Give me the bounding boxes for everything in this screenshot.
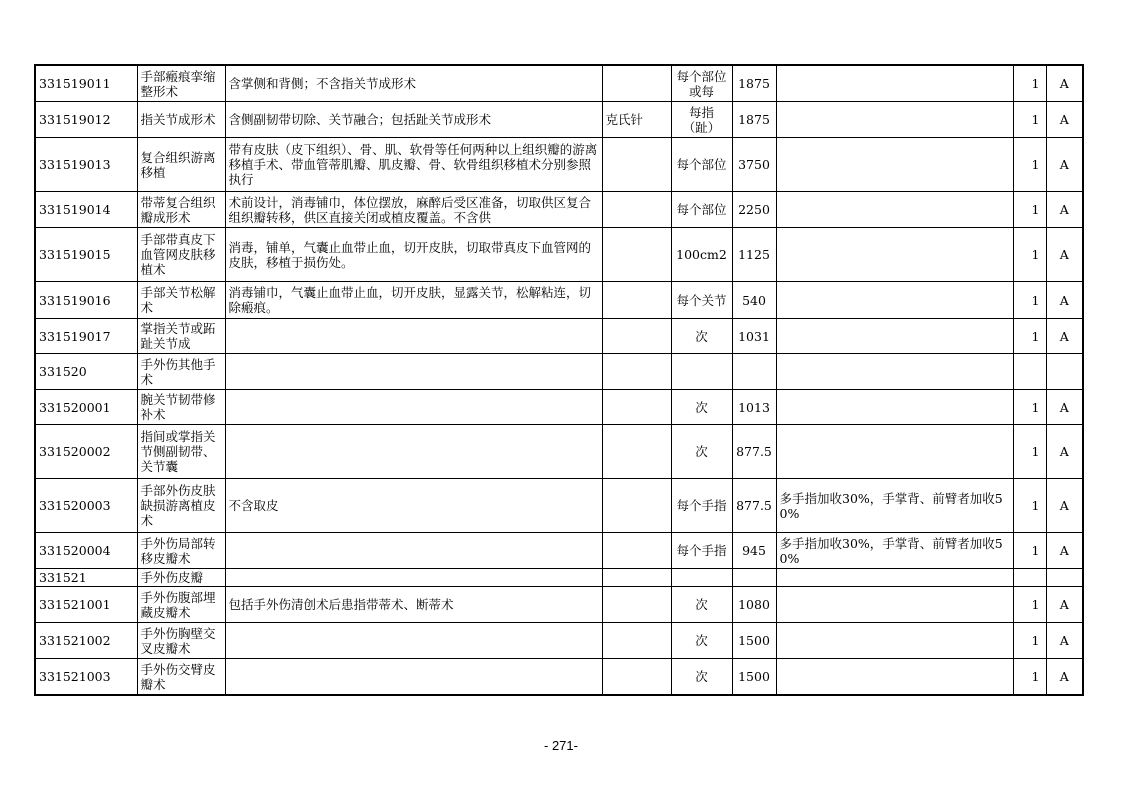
content-cell xyxy=(225,138,602,192)
unit-cell xyxy=(671,65,732,102)
category-cell xyxy=(1046,533,1083,569)
price-cell xyxy=(732,319,776,354)
level-cell-text: 1 xyxy=(1031,633,1040,648)
name-cell-text: 手部外伤皮肤缺损游离植皮术 xyxy=(140,483,216,528)
code-cell xyxy=(35,138,137,192)
category-cell-text: A xyxy=(1059,669,1069,684)
code-cell xyxy=(35,659,137,696)
price-cell-text: 945 xyxy=(742,543,766,558)
level-cell-text: 1 xyxy=(1031,202,1040,217)
code-cell xyxy=(35,479,137,533)
level-cell-text: 1 xyxy=(1031,669,1040,684)
name-cell-text: 指间或掌指关节侧副韧带、关节囊 xyxy=(140,429,216,474)
unit-cell xyxy=(671,659,732,696)
unit-cell-text: 每个手指 xyxy=(676,543,727,558)
name-cell-text: 复合组织游离移植 xyxy=(140,149,216,180)
exclude-cell xyxy=(602,425,671,479)
category-cell-text: A xyxy=(1059,292,1069,308)
price-cell-text: 1500 xyxy=(738,669,770,684)
note-cell xyxy=(776,390,1013,425)
exclude-cell xyxy=(602,282,671,319)
unit-cell xyxy=(671,228,732,282)
unit-cell xyxy=(671,425,732,479)
table-row xyxy=(35,623,1083,659)
category-cell-text: A xyxy=(1059,633,1069,648)
level-cell xyxy=(1013,65,1046,102)
table-row xyxy=(35,102,1083,138)
level-cell-text: 1 xyxy=(1031,498,1040,513)
exclude-cell xyxy=(602,623,671,659)
price-cell-text: 877.5 xyxy=(736,498,772,513)
content-cell-text: 不含取皮 xyxy=(228,498,279,513)
name-cell-text: 带蒂复合组织瓣成形术 xyxy=(140,194,216,225)
category-cell xyxy=(1046,138,1083,192)
category-cell-text: A xyxy=(1059,112,1069,127)
code-cell xyxy=(35,569,137,587)
name-cell-text: 手外伤交臂皮瓣术 xyxy=(140,661,216,692)
price-cell xyxy=(732,354,776,390)
content-cell xyxy=(225,102,602,138)
unit-cell xyxy=(671,102,732,138)
unit-cell xyxy=(671,479,732,533)
name-cell xyxy=(137,569,225,587)
price-cell xyxy=(732,425,776,479)
name-cell-text: 手外伤腹部埋藏皮瓣术 xyxy=(140,589,216,620)
level-cell-text: 1 xyxy=(1031,328,1040,344)
note-cell xyxy=(776,479,1013,533)
price-cell xyxy=(732,192,776,228)
table-row xyxy=(35,354,1083,390)
category-cell xyxy=(1046,354,1083,390)
category-cell-text: A xyxy=(1059,543,1069,558)
unit-cell xyxy=(671,569,732,587)
unit-cell xyxy=(671,319,732,354)
note-cell xyxy=(776,569,1013,587)
table-row xyxy=(35,192,1083,228)
code-cell-text: 331521003 xyxy=(39,669,111,684)
code-cell-text: 331519014 xyxy=(39,202,111,217)
name-cell xyxy=(137,354,225,390)
content-cell xyxy=(225,623,602,659)
exclude-cell xyxy=(602,569,671,587)
unit-cell-text: 100cm2 xyxy=(676,247,727,262)
name-cell xyxy=(137,65,225,102)
name-cell-text: 指关节成形术 xyxy=(140,112,216,127)
code-cell xyxy=(35,65,137,102)
content-cell xyxy=(225,354,602,390)
code-cell-text: 331520002 xyxy=(39,444,111,459)
category-cell xyxy=(1046,192,1083,228)
level-cell xyxy=(1013,282,1046,319)
name-cell xyxy=(137,192,225,228)
price-cell xyxy=(732,533,776,569)
name-cell-text: 手外伤局部转移皮瓣术 xyxy=(140,535,216,566)
level-cell xyxy=(1013,659,1046,696)
price-cell xyxy=(732,390,776,425)
unit-cell-text: 次 xyxy=(695,399,708,415)
name-cell xyxy=(137,587,225,623)
code-cell xyxy=(35,354,137,390)
category-cell xyxy=(1046,282,1083,319)
level-cell xyxy=(1013,354,1046,390)
level-cell-text: 1 xyxy=(1031,597,1040,612)
category-cell-text: A xyxy=(1059,202,1069,217)
unit-cell xyxy=(671,587,732,623)
unit-cell xyxy=(671,533,732,569)
category-cell xyxy=(1046,659,1083,696)
note-cell-text: 多手指加收30%，手掌背、前臂者加收50% xyxy=(779,490,1003,521)
name-cell-text: 手外伤其他手术 xyxy=(140,356,216,387)
table-row xyxy=(35,659,1083,696)
price-cell xyxy=(732,282,776,319)
level-cell-text: 1 xyxy=(1031,157,1040,172)
price-cell-text: 1125 xyxy=(738,247,770,262)
unit-cell-text: 每个部位 xyxy=(676,157,727,172)
level-cell xyxy=(1013,192,1046,228)
note-cell xyxy=(776,228,1013,282)
name-cell xyxy=(137,425,225,479)
table-row xyxy=(35,65,1083,102)
price-cell-text: 540 xyxy=(742,292,766,308)
code-cell-text: 331519013 xyxy=(39,157,111,172)
category-cell-text: A xyxy=(1059,498,1069,513)
content-cell-text: 含掌侧和背侧；不含指关节成形术 xyxy=(228,76,417,91)
price-cell-text: 1013 xyxy=(738,399,770,415)
name-cell-text: 腕关节韧带修补术 xyxy=(140,392,216,422)
price-cell-text: 1031 xyxy=(738,328,770,344)
level-cell xyxy=(1013,587,1046,623)
level-cell xyxy=(1013,425,1046,479)
code-cell-text: 331521 xyxy=(39,570,87,585)
code-cell xyxy=(35,425,137,479)
unit-cell-text: 每个部位 xyxy=(676,202,727,217)
price-cell xyxy=(732,228,776,282)
code-cell xyxy=(35,102,137,138)
code-cell xyxy=(35,228,137,282)
level-cell-text: 1 xyxy=(1031,399,1040,415)
level-cell-text: 1 xyxy=(1031,444,1040,459)
price-cell-text: 1875 xyxy=(738,76,770,91)
code-cell-text: 331519011 xyxy=(39,76,111,91)
code-cell xyxy=(35,192,137,228)
unit-cell-text: 次 xyxy=(695,669,708,684)
name-cell-text: 掌指关节或跖趾关节成 xyxy=(140,321,216,351)
content-cell-text: 消毒，铺单，气囊止血带止血，切开皮肤，切取带真皮下血管网的皮肤，移植于损伤处。 xyxy=(228,239,592,270)
code-cell-text: 331519015 xyxy=(39,247,111,262)
content-cell-text: 消毒铺巾，气囊止血带止血，切开皮肤，显露关节，松解粘连，切除瘢痕。 xyxy=(228,285,592,315)
content-cell xyxy=(225,282,602,319)
note-cell xyxy=(776,587,1013,623)
table-row xyxy=(35,282,1083,319)
exclude-cell xyxy=(602,587,671,623)
exclude-cell xyxy=(602,138,671,192)
name-cell-text: 手外伤皮瓣 xyxy=(140,570,204,585)
code-cell-text: 331520001 xyxy=(39,399,111,415)
code-cell xyxy=(35,533,137,569)
code-cell-text: 331520004 xyxy=(39,543,111,558)
exclude-cell xyxy=(602,390,671,425)
category-cell-text: A xyxy=(1059,247,1069,262)
code-cell-text: 331519012 xyxy=(39,112,111,127)
name-cell-text: 手外伤胸壁交叉皮瓣术 xyxy=(140,625,216,656)
page-number: - 271- xyxy=(544,738,578,753)
content-cell-text: 含侧副韧带切除、关节融合；包括趾关节成形术 xyxy=(228,112,492,127)
name-cell-text: 手部瘢痕挛缩整形术 xyxy=(140,68,216,99)
name-cell xyxy=(137,390,225,425)
code-cell-text: 331519016 xyxy=(39,292,111,308)
category-cell xyxy=(1046,228,1083,282)
name-cell xyxy=(137,623,225,659)
category-cell-text: A xyxy=(1059,399,1069,415)
category-cell xyxy=(1046,65,1083,102)
code-cell xyxy=(35,282,137,319)
name-cell xyxy=(137,282,225,319)
code-cell xyxy=(35,390,137,425)
unit-cell-text: 次 xyxy=(695,633,708,648)
category-cell xyxy=(1046,102,1083,138)
table-row xyxy=(35,390,1083,425)
table-row xyxy=(35,425,1083,479)
note-cell xyxy=(776,659,1013,696)
table-row xyxy=(35,319,1083,354)
price-cell-text: 3750 xyxy=(738,157,770,172)
name-cell xyxy=(137,659,225,696)
table-row xyxy=(35,228,1083,282)
category-cell xyxy=(1046,425,1083,479)
content-cell-text: 术前设计，消毒铺巾，体位摆放，麻醉后受区准备，切取供区复合组织瓣转移，供区直接关闭或植皮覆盖。不含供 xyxy=(228,194,592,225)
price-cell-text: 1875 xyxy=(738,112,770,127)
price-cell xyxy=(732,623,776,659)
exclude-cell xyxy=(602,319,671,354)
price-cell-text: 2250 xyxy=(738,202,770,217)
category-cell xyxy=(1046,623,1083,659)
unit-cell-text: 次 xyxy=(695,444,708,459)
content-cell xyxy=(225,390,602,425)
table-row xyxy=(35,587,1083,623)
category-cell-text: A xyxy=(1059,597,1069,612)
unit-cell xyxy=(671,282,732,319)
code-cell xyxy=(35,587,137,623)
exclude-cell xyxy=(602,479,671,533)
table-row xyxy=(35,569,1083,587)
level-cell xyxy=(1013,623,1046,659)
code-cell-text: 331520 xyxy=(39,364,87,379)
note-cell xyxy=(776,425,1013,479)
category-cell-text: A xyxy=(1059,328,1069,344)
exclude-cell-text: 克氏针 xyxy=(605,112,644,127)
category-cell-text: A xyxy=(1059,444,1069,459)
category-cell xyxy=(1046,479,1083,533)
code-cell-text: 331521001 xyxy=(39,597,111,612)
category-cell xyxy=(1046,390,1083,425)
exclude-cell xyxy=(602,228,671,282)
category-cell xyxy=(1046,569,1083,587)
category-cell xyxy=(1046,587,1083,623)
unit-cell-text: 次 xyxy=(695,597,708,612)
content-cell-text: 包括手外伤清创术后患指带蒂术、断蒂术 xyxy=(228,597,454,612)
level-cell-text: 1 xyxy=(1031,112,1040,127)
price-cell xyxy=(732,138,776,192)
exclude-cell xyxy=(602,102,671,138)
unit-cell xyxy=(671,623,732,659)
exclude-cell xyxy=(602,533,671,569)
content-cell xyxy=(225,425,602,479)
unit-cell xyxy=(671,192,732,228)
name-cell xyxy=(137,533,225,569)
note-cell xyxy=(776,354,1013,390)
name-cell xyxy=(137,479,225,533)
level-cell-text: 1 xyxy=(1031,543,1040,558)
content-cell-text: 带有皮肤（皮下组织）、骨、肌、软骨等任何两种以上组织瓣的游离移植手术、带血管蒂肌瓣、肌皮瓣、骨、软骨组织移植术分别参照执行 xyxy=(228,142,598,187)
level-cell xyxy=(1013,390,1046,425)
exclude-cell xyxy=(602,659,671,696)
unit-cell xyxy=(671,390,732,425)
content-cell xyxy=(225,659,602,696)
price-cell xyxy=(732,479,776,533)
name-cell xyxy=(137,102,225,138)
level-cell xyxy=(1013,319,1046,354)
note-cell xyxy=(776,319,1013,354)
note-cell xyxy=(776,65,1013,102)
code-cell xyxy=(35,623,137,659)
note-cell-text: 多手指加收30%，手掌背、前臂者加收50% xyxy=(779,535,1003,566)
unit-cell-text: 每个部位或每 xyxy=(676,68,727,99)
price-cell xyxy=(732,102,776,138)
content-cell xyxy=(225,319,602,354)
category-cell xyxy=(1046,319,1083,354)
level-cell xyxy=(1013,138,1046,192)
price-cell-text: 1500 xyxy=(738,633,770,648)
price-cell xyxy=(732,587,776,623)
category-cell-text: A xyxy=(1059,76,1069,91)
price-cell-text: 1080 xyxy=(738,597,770,612)
unit-cell xyxy=(671,354,732,390)
note-cell xyxy=(776,533,1013,569)
unit-cell-text: 每个手指 xyxy=(676,498,727,513)
content-cell xyxy=(225,479,602,533)
table-row xyxy=(35,533,1083,569)
exclude-cell xyxy=(602,192,671,228)
unit-cell-text: 每个关节 xyxy=(676,292,727,308)
price-cell xyxy=(732,65,776,102)
name-cell xyxy=(137,319,225,354)
note-cell xyxy=(776,138,1013,192)
code-cell xyxy=(35,319,137,354)
unit-cell xyxy=(671,138,732,192)
level-cell xyxy=(1013,102,1046,138)
exclude-cell xyxy=(602,354,671,390)
level-cell-text: 1 xyxy=(1031,247,1040,262)
content-cell xyxy=(225,192,602,228)
level-cell-text: 1 xyxy=(1031,292,1040,308)
category-cell-text: A xyxy=(1059,157,1069,172)
content-cell xyxy=(225,569,602,587)
exclude-cell xyxy=(602,65,671,102)
name-cell xyxy=(137,138,225,192)
note-cell xyxy=(776,102,1013,138)
unit-cell-text: 每指（趾） xyxy=(682,104,721,135)
content-cell xyxy=(225,587,602,623)
level-cell xyxy=(1013,228,1046,282)
name-cell-text: 手部带真皮下血管网皮肤移植术 xyxy=(140,232,216,277)
price-cell xyxy=(732,659,776,696)
table-row xyxy=(35,479,1083,533)
code-cell-text: 331521002 xyxy=(39,633,111,648)
content-cell xyxy=(225,65,602,102)
code-cell-text: 331520003 xyxy=(39,498,111,513)
price-cell-text: 877.5 xyxy=(736,444,772,459)
code-cell-text: 331519017 xyxy=(39,328,111,344)
price-cell xyxy=(732,569,776,587)
level-cell xyxy=(1013,569,1046,587)
unit-cell-text: 次 xyxy=(695,328,708,344)
level-cell xyxy=(1013,533,1046,569)
level-cell xyxy=(1013,479,1046,533)
name-cell xyxy=(137,228,225,282)
level-cell-text: 1 xyxy=(1031,76,1040,91)
content-cell xyxy=(225,228,602,282)
content-cell xyxy=(225,533,602,569)
table-row xyxy=(35,138,1083,192)
fee-table xyxy=(34,64,1084,696)
note-cell xyxy=(776,192,1013,228)
name-cell-text: 手部关节松解术 xyxy=(140,285,216,315)
note-cell xyxy=(776,623,1013,659)
note-cell xyxy=(776,282,1013,319)
